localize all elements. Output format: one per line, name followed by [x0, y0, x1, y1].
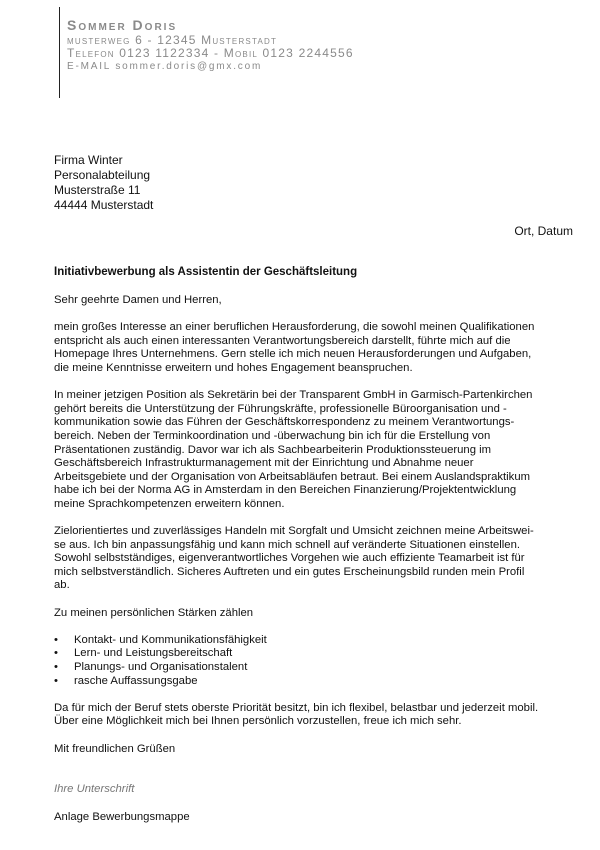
signature-placeholder: Ihre Unterschrift [54, 783, 135, 796]
paragraph-line: Präsentationen zuständig. Davor war ich als Sachbearbeiterin Produktionssteuerung im [54, 443, 492, 456]
paragraph-line: mein großes Interesse an einer beruflichen Herausforderung, die sowohl meinen Qualifikationen [54, 321, 535, 334]
sender-email: E-MAIL sommer.doris@gmx.com [67, 61, 263, 72]
paragraph-line: mich selbstverständlich. Sicheres Auftreten und ein gutes Erscheinungsbild runden mein Profil [54, 565, 525, 578]
strengths-intro: Zu meinen persönlichen Stärken zählen [54, 606, 254, 619]
paragraph-line: Homepage Ihres Unternehmens. Gern stelle ich mich neuen Herausforderungen und Aufgaben, [54, 348, 532, 361]
letter-subject: Initiativbewerbung als Assistentin der Geschäftsleitung [54, 266, 358, 278]
recipient-company: Firma Winter [54, 153, 123, 167]
recipient-address [54, 153, 153, 213]
paragraph-line: se aus. Ich bin anpassungsfähig und kann mich schnell auf veränderte Situationen einstellen. [54, 538, 520, 551]
place-date: Ort, Datum [514, 224, 573, 238]
paragraph-line: kommunikation sowie das Führen der Geschäftskorrespondenz zu meinem Verantwortungs- [54, 416, 515, 429]
recipient-city: 44444 Musterstadt [54, 198, 154, 212]
sender-phone: Telefon 0123 1122334 - Mobil 0123 2244556 [67, 46, 354, 60]
salutation: Sehr geehrte Damen und Herren, [54, 294, 222, 306]
sender-address: musterweg 6 - 12345 Musterstadt [67, 33, 278, 47]
enclosure: Anlage Bewerbungsmappe [54, 810, 190, 823]
paragraph-line: ab. [54, 579, 70, 592]
paragraph-line: bereich. Neben der Terminkoordination und -überwachung bin ich für die Erstellung von [54, 429, 491, 442]
paragraph-line: die meine Kenntnisse erweitern und hohes Engagement beanspruchen. [54, 361, 413, 374]
paragraph-line: Über eine Möglichkeit mich bei Ihnen persönlich vorzustellen, freue ich mich sehr. [54, 715, 462, 728]
paragraph-line: Geschäftsbereich Infrastrukturmanagement mit der Einrichtung und Abnahme neuer [54, 457, 474, 470]
closing: Mit freundlichen Grüßen [54, 742, 176, 755]
list-item: • rasche Auffassungsgabe [54, 674, 198, 687]
bullet-icon: • [54, 633, 58, 646]
paragraph-line: habe ich bei der Norma AG in Amsterdam in den Bereichen Finanzierung/Projektentwicklung [54, 484, 517, 497]
sender-name: Sommer Doris [67, 17, 178, 33]
paragraph-line: Sowohl selbstständiges, eigenverantwortliches Vorgehen wie auch effiziente Teamarbeit ist für [54, 552, 525, 565]
paragraph-line: In meiner jetzigen Position als Sekretärin bei der Transparent GmbH in Garmisch-Partenkirchen [54, 389, 533, 402]
strengths-list [54, 634, 574, 688]
list-item: • Kontakt- und Kommunikationsfähigkeit [54, 633, 267, 646]
recipient-street: Musterstraße 11 [54, 183, 141, 197]
letter-body [54, 294, 574, 824]
list-item: • Planungs- und Organisationstalent [54, 661, 248, 674]
bullet-icon: • [54, 674, 58, 687]
paragraph-line: entspricht als auch einen interessanten Verantwortungsbereich darstellt, führte mich auf die [54, 334, 511, 347]
bullet-icon: • [54, 661, 58, 674]
header-divider-line [59, 7, 60, 98]
paragraph-line: Arbeitsgebiete und der Organisation von Arbeitsabläufen betraut. Bei einem Auslandspraktikum [54, 470, 531, 483]
paragraph-line: Zielorientiertes und zuverlässiges Handeln mit Sorgfalt und Umsicht zeichnen meine Arbeitswei- [54, 525, 534, 538]
recipient-department: Personalabteilung [54, 168, 151, 182]
list-item: • Lern- und Leistungsbereitschaft [54, 647, 233, 660]
bullet-icon: • [54, 647, 58, 660]
paragraph-line: gehört bereits die Unterstützung der Führungskräfte, professionelle Büroorganisation und - [54, 402, 507, 415]
paragraph-line: Da für mich der Beruf stets oberste Priorität besitzt, bin ich flexibel, belastbar und jederzeit mobil. [54, 701, 539, 714]
sender-header [67, 17, 354, 73]
paragraph-line: meine Sprachkompetenzen erweitern können. [54, 497, 285, 510]
